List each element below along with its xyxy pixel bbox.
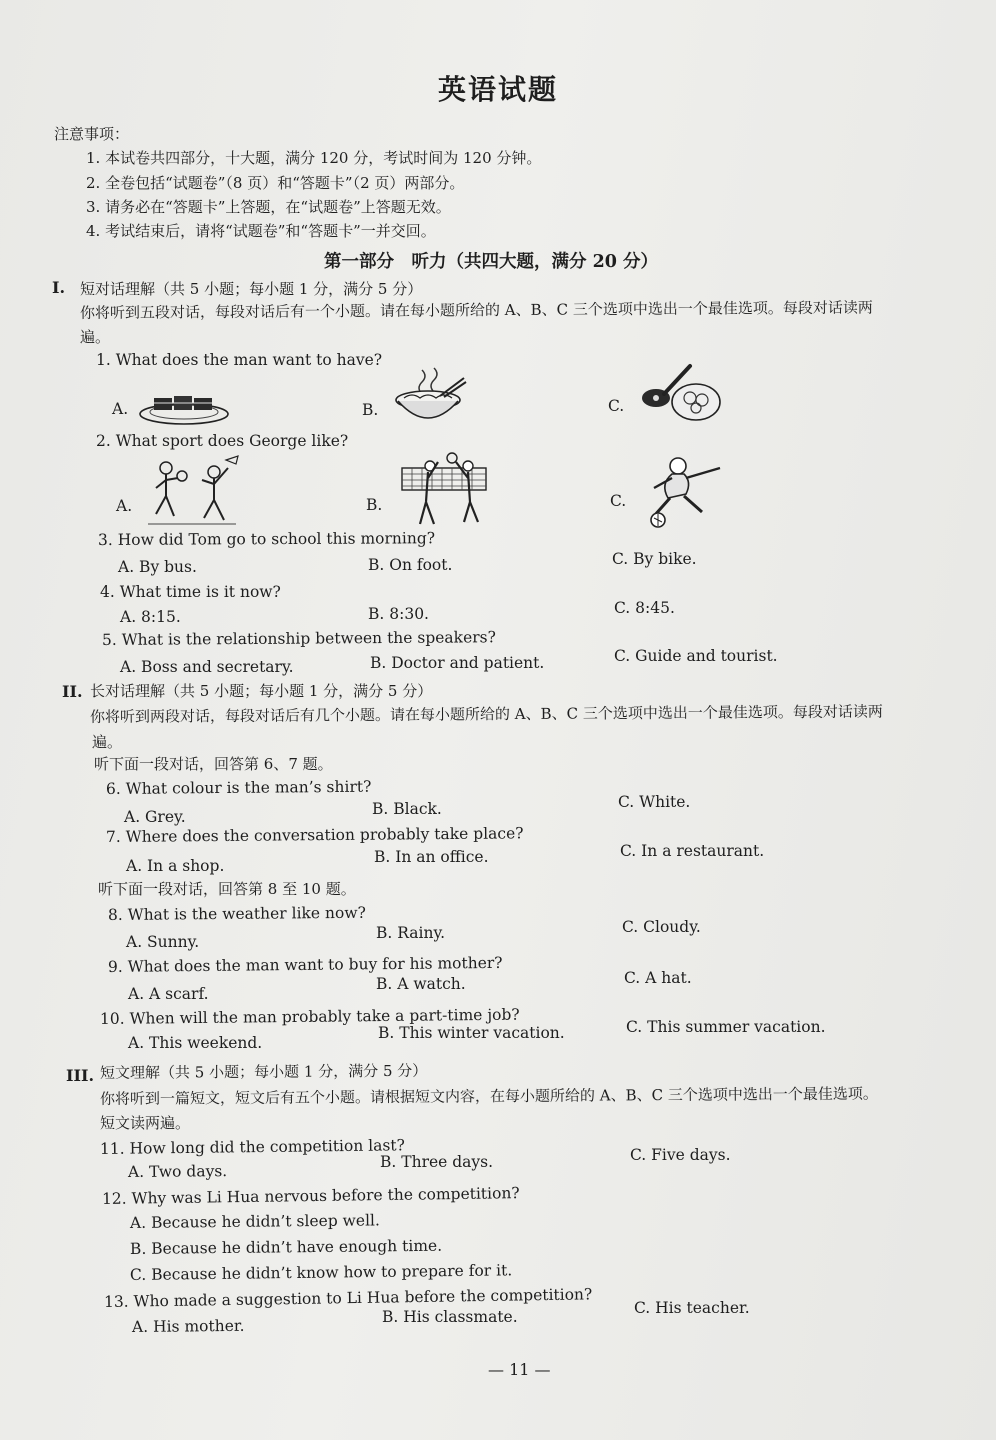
option-c: C. His teacher.	[634, 1299, 750, 1317]
cake-plate-image	[138, 388, 230, 426]
option-b: B. A watch.	[376, 975, 466, 993]
dialogue-instruction: 听下面一段对话，回答第 8 至 10 题。	[98, 880, 356, 898]
question-12: 12. Why was Li Hua nervous before the competition?	[101, 1184, 520, 1208]
option-c: C. A hat.	[624, 969, 692, 987]
notice-heading: 注意事项：	[54, 125, 130, 143]
section-title: 短对话理解（共 5 小题；每小题 1 分，满分 5 分）	[80, 280, 423, 298]
section-title: 短文理解（共 5 小题；每小题 1 分，满分 5 分）	[99, 1061, 428, 1082]
section-number: III.	[66, 1066, 95, 1085]
option-b: B.	[366, 496, 383, 514]
option-c: C. By bike.	[612, 550, 697, 568]
notice-item: 4. 考试结束后，请将“试题卷”和“答题卡”一并交回。	[86, 222, 436, 240]
section-instructions: 你将听到两段对话，每段对话后有几个小题。请在每小题所给的 A、B、C 三个选项中选出一个最佳选项。每段对话读两	[89, 702, 883, 726]
question-11: 11. How long did the competition last?	[99, 1136, 405, 1158]
section-instructions-cont: 短文读两遍。	[100, 1114, 191, 1132]
option-a: A. 8:15.	[120, 608, 181, 626]
option-a: A. By bus.	[118, 558, 197, 576]
section-instructions-cont: 遍。	[92, 733, 123, 751]
badminton-players-image	[144, 454, 240, 528]
section-number: II.	[62, 682, 83, 701]
dialogue-instruction: 听下面一段对话，回答第 6、7 题。	[94, 755, 333, 773]
option-b: B. Doctor and patient.	[370, 654, 545, 672]
question-10: 10. When will the man probably take a part-time job?	[99, 1005, 520, 1028]
section-title: 长对话理解（共 5 小题；每小题 1 分，满分 5 分）	[90, 682, 433, 700]
option-b: B. On foot.	[368, 556, 453, 574]
option-a: A.	[112, 400, 129, 418]
option-c: C.	[610, 492, 627, 510]
noodle-bowl-image	[392, 366, 468, 428]
option-a: A.	[116, 497, 133, 515]
option-c: C. This summer vacation.	[626, 1018, 826, 1036]
question-8: 8. What is the weather like now?	[107, 903, 366, 924]
option-b: B. In an office.	[374, 848, 489, 866]
option-b: B. This winter vacation.	[378, 1024, 565, 1042]
page-number: — 11 —	[488, 1360, 551, 1379]
question-13: 13. Who made a suggestion to Li Hua before the competition?	[103, 1285, 593, 1311]
option-c: C. Cloudy.	[622, 918, 701, 936]
question-9: 9. What does the man want to buy for his mother?	[107, 953, 503, 976]
option-c: C.	[608, 397, 625, 415]
option-c: C. Because he didn’t know how to prepare for it.	[129, 1261, 513, 1284]
section-instructions: 你将听到五段对话，每段对话后有一个小题。请在每小题所给的 A、B、C 三个选项中选出一个最佳选项。每段对话读两	[79, 298, 873, 322]
option-c: C. Guide and tourist.	[614, 647, 778, 665]
question-2: 2. What sport does George like?	[96, 432, 349, 450]
question-3: 3. How did Tom go to school this morning?	[97, 529, 436, 549]
option-b: B. 8:30.	[368, 605, 429, 623]
page-title: 英语试题	[437, 73, 558, 106]
section-number: I.	[52, 278, 66, 297]
option-b: B. Three days.	[380, 1153, 494, 1171]
notice-item: 2. 全卷包括“试题卷”（8 页）和“答题卡”（2 页）两部分。	[86, 174, 465, 192]
option-c: C. In a restaurant.	[620, 842, 765, 860]
option-a: A. Two days.	[127, 1162, 228, 1181]
question-7: 7. Where does the conversation probably take place?	[105, 824, 524, 846]
volleyball-players-image	[398, 452, 490, 528]
question-6: 6. What colour is the man’s shirt?	[105, 777, 372, 798]
question-4: 4. What time is it now?	[100, 583, 281, 601]
notice-item: 1. 本试卷共四部分，十大题，满分 120 分，考试时间为 120 分钟。	[86, 149, 542, 167]
option-b: B.	[362, 401, 379, 419]
option-b: B. Black.	[372, 800, 442, 818]
option-c: C. 8:45.	[614, 599, 675, 617]
option-b: B. Because he didn’t have enough time.	[129, 1236, 443, 1258]
option-c: C. White.	[618, 793, 691, 811]
option-a: A. A scarf.	[128, 985, 209, 1003]
option-a: A. Because he didn’t sleep well.	[129, 1211, 381, 1232]
part-title: 第一部分 听力（共四大题，满分 20 分）	[324, 252, 659, 272]
option-a: A. In a shop.	[126, 857, 225, 875]
option-a: A. Sunny.	[126, 933, 200, 951]
football-player-image	[640, 454, 728, 530]
option-a: A. His mother.	[131, 1316, 245, 1336]
option-b: B. His classmate.	[382, 1308, 518, 1326]
option-c: C. Five days.	[630, 1146, 731, 1164]
notice-item: 3. 请务必在“答题卡”上答题，在“试题卷”上答题无效。	[86, 198, 451, 216]
question-5: 5. What is the relationship between the speakers?	[101, 628, 496, 649]
dumpling-soup-image	[638, 362, 724, 424]
section-instructions-cont: 遍。	[80, 328, 111, 346]
option-a: A. Grey.	[124, 808, 186, 826]
section-instructions: 你将听到一篇短文，短文后有五个小题。请根据短文内容，在每小题所给的 A、B、C 三个选项中选出一个最佳选项。	[99, 1084, 878, 1108]
question-1: 1. What does the man want to have?	[96, 351, 383, 369]
option-a: A. This weekend.	[128, 1034, 263, 1052]
option-b: B. Rainy.	[376, 924, 446, 942]
option-a: A. Boss and secretary.	[120, 658, 294, 676]
